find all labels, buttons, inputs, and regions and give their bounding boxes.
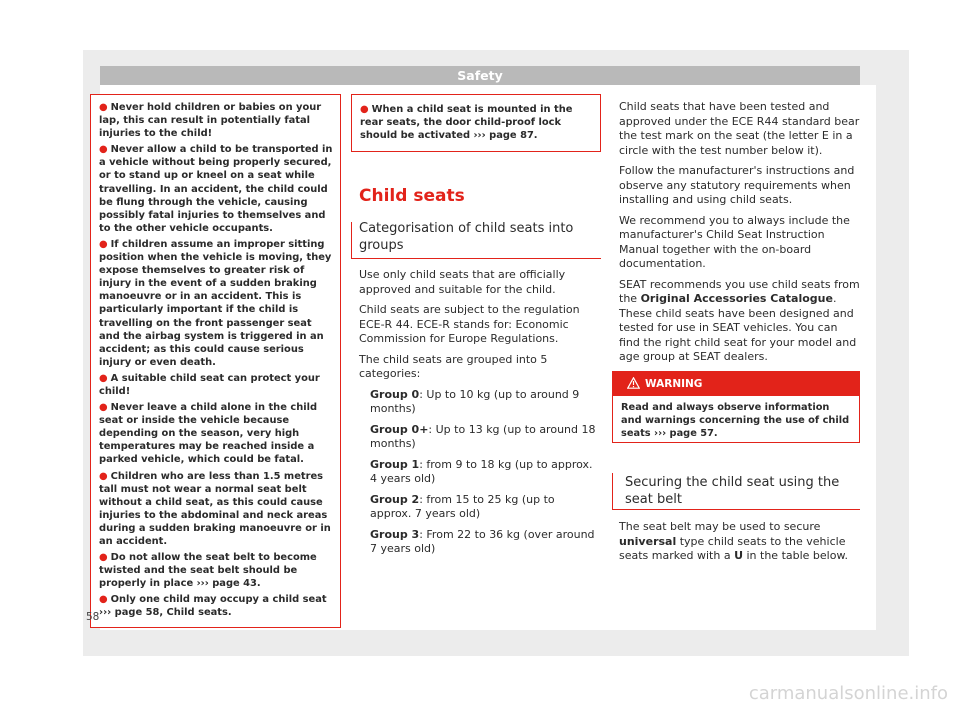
heading-underline — [612, 509, 860, 510]
page-header: Safety — [100, 66, 860, 85]
paragraph: We recommend you to always include the manufacturer's Child Seat Instruction Manual together with the on-board documentation. — [619, 213, 850, 270]
warning-item: ● Do not allow the seat belt to become twisted and the seat belt should be properly in place ››› page 43. — [99, 552, 317, 590]
paragraph: SEAT recommends you use child seats from the Original Accessories Catalogue. These child seats have been designed and tested for use in SEAT vehicles. You can find the right child seat for your model and age group at SEAT dealers. — [619, 277, 860, 363]
bullet-icon: ● — [99, 594, 108, 606]
warning-item: ● Never hold children or babies on your lap, this can result in potentially fatal injuries to the child! — [99, 102, 322, 140]
warning-item: ● When a child seat is mounted in the rear seats, the door child-proof lock should be activated ››› page 87. — [360, 104, 573, 142]
warning-box-right — [612, 371, 860, 443]
heading-rule — [612, 473, 613, 509]
bullet-icon: ● — [99, 552, 108, 564]
warning-triangle-icon — [627, 377, 640, 389]
heading-rule — [351, 222, 352, 258]
paragraph: The child seats are grouped into 5 categories: — [359, 352, 548, 380]
paragraph: The seat belt may be used to secure universal type child seats to the vehicle seats marked with a U in the table below. — [619, 520, 848, 562]
group-item: Group 3: From 22 to 36 kg (over around 7 years old) — [370, 527, 595, 555]
section-title: Child seats — [359, 186, 465, 206]
paragraph: Child seats are subject to the regulation ECE-R 44. ECE-R stands for: Economic Commission for Europe Regulations. — [359, 303, 580, 345]
group-item: Group 0: Up to 10 kg (up to around 9 months) — [370, 387, 580, 415]
group-item: Group 1: from 9 to 18 kg (up to approx. 4 years old) — [370, 457, 593, 485]
bullet-icon: ● — [99, 402, 108, 414]
paragraph: Follow the manufacturer's instructions and observe any statutory requirements when installing and using child seats. — [619, 164, 855, 206]
page-number: 58 — [86, 611, 100, 623]
page-link[interactable]: ››› page 87. — [473, 130, 538, 142]
warning-box-left — [90, 94, 341, 628]
bullet-icon: ● — [360, 104, 369, 115]
group-item: Group 2: from 15 to 25 kg (up to approx. 7 years old) — [370, 492, 555, 520]
warning-item: ● Never leave a child alone in the child seat or inside the vehicle because depending on the season, very high temperatures may be reached inside a parked vehicle, which could be fatal. — [99, 402, 318, 466]
paragraph: Use only child seats that are officially approved and suitable for the child. — [359, 268, 566, 296]
bullet-icon: ● — [99, 102, 108, 113]
bullet-icon: ● — [99, 144, 108, 156]
warning-body: Read and always observe information and warnings concerning the use of child seats ››› page 57. — [621, 402, 850, 439]
warning-item: ● If children assume an improper sitting position when the vehicle is moving, they expose themselves to greater risk of injury in the event of a sudden braking manoeuvre or in an accident. This is particularly important if the child is travelling on the front passenger seat and the airbag system is triggered in an accident; as this could cause serious injury or even death. — [99, 238, 332, 368]
warning-item: ● A suitable child seat can protect your child! — [99, 372, 320, 397]
subsection-title-securing: Securing the child seat using the seat belt — [625, 475, 840, 507]
warning-header: WARNING — [613, 372, 859, 396]
subsection-title: Categorisation of child seats into groups — [359, 221, 574, 253]
watermark: carmanualsonline.info — [748, 683, 948, 704]
warning-item: ● Never allow a child to be transported in a vehicle without being properly secured, or to stand up or kneel on a seat while travelling. In an accident, the child could be flung through the vehicle, causing possibly fatal injuries to themselves and to the other vehicle occupants. — [99, 144, 333, 234]
warning-item: ● Only one child may occupy a child seat ››› page 58, Child seats. — [99, 594, 327, 619]
middle-column — [359, 268, 599, 563]
page-link[interactable]: ››› page 57. — [654, 428, 718, 439]
bullet-icon: ● — [99, 238, 108, 250]
page-link[interactable]: ››› page 43. — [196, 578, 261, 590]
warning-box-mid — [351, 94, 601, 152]
right-column — [619, 100, 861, 371]
group-item: Group 0+: Up to 13 kg (up to around 18 months) — [370, 422, 596, 450]
bullet-icon: ● — [99, 470, 108, 482]
securing-paragraph — [619, 520, 861, 570]
bullet-icon: ● — [99, 372, 108, 384]
warning-item: ● Children who are less than 1.5 metres tall must not wear a normal seat belt without a child seat, as this could cause injuries to the abdominal and neck areas during a sudden braking manoeuvre or in an accident. — [99, 470, 331, 547]
page-link[interactable]: ››› page 58, Child seats. — [99, 607, 232, 619]
paragraph: Child seats that have been tested and approved under the ECE R44 standard bear the test mark on the seat (the letter E in a circle with the test number below it). — [619, 100, 860, 157]
heading-underline — [351, 258, 601, 259]
